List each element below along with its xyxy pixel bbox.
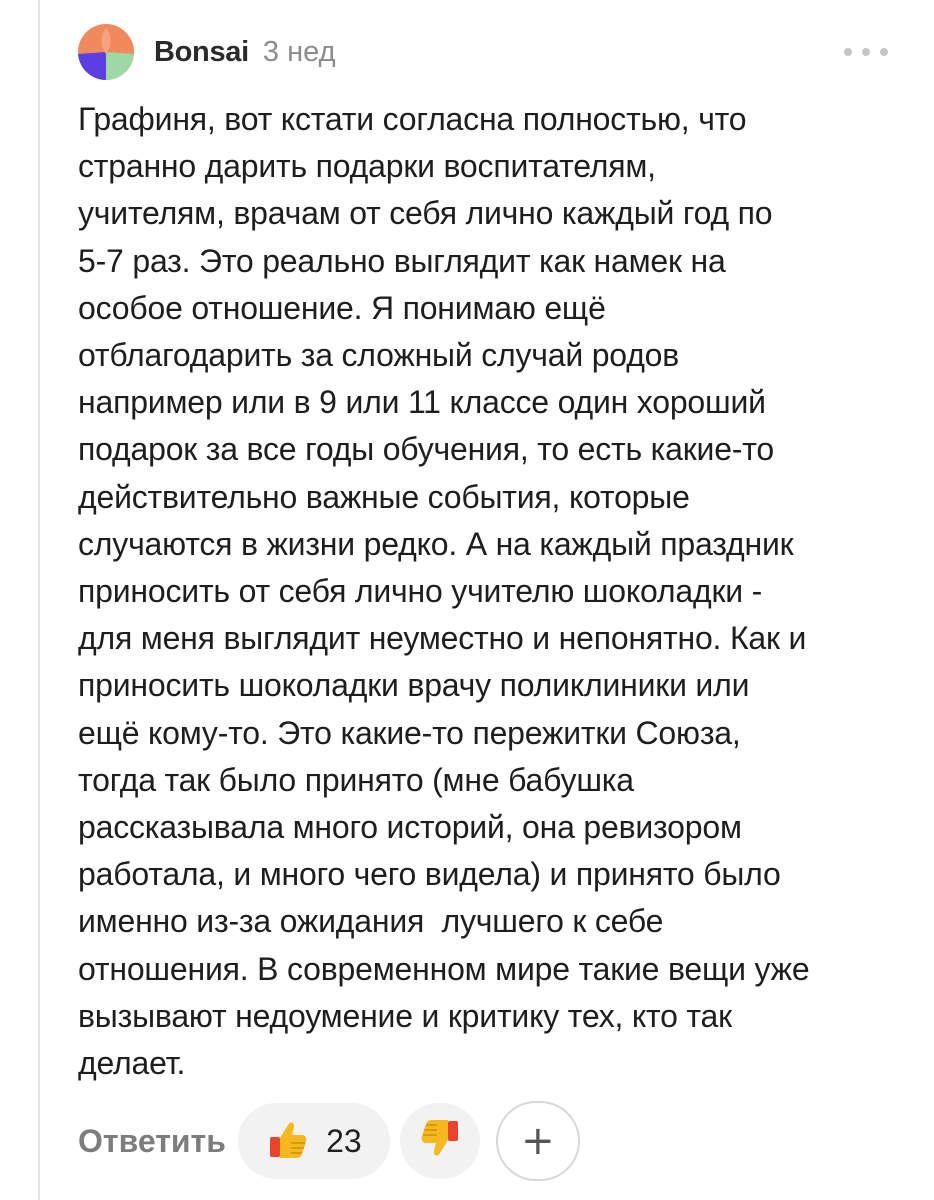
thumbs-down-icon [418,1117,462,1166]
comment-time: 3 нед [262,35,336,68]
more-dots-icon[interactable] [844,40,888,64]
reply-button[interactable]: Ответить [78,1122,226,1159]
comment-header [78,24,898,80]
plus-icon: + [521,1118,555,1164]
like-button[interactable] [238,1103,390,1179]
author-name[interactable]: Bonsai [154,35,249,68]
like-count: 23 [326,1122,362,1159]
dislike-button[interactable] [400,1103,480,1179]
thread-line [38,0,40,1200]
add-reaction-button[interactable] [496,1101,580,1181]
thumbs-up-icon [266,1117,310,1166]
comment-actions [78,1102,580,1180]
avatar[interactable] [78,24,134,80]
comment-text: Графиня, вот кстати согласна полностью, что странно дарить подарки воспитателям, учителям, врачам от себя лично каждый год по 5-7 раз. Это реально выглядит как намек на особое отношение. Я понимаю ещё отблагодарить за сложный случай родов например или в 9 или 11 классе один хороший подарок за все годы обучения, то есть какие-то действительно важные события, которые случаются в жизни редко. А на каждый праздник приносить от себя лично учителю шоколадки - для меня выглядит неуместно и непонятно. Как и приносить шоколадки врачу поликлиники или ещё кому-то. Это какие-то пережитки Союза, тогда так было принято (мне бабушка рассказывала много историй, она ревизором работала, и много чего видела) и принято было именно из-за ожидания лучшего к себе отношения. В современном мире такие вещи уже вызывают недоумение и критику тех, кто так делает. [78,101,810,1082]
